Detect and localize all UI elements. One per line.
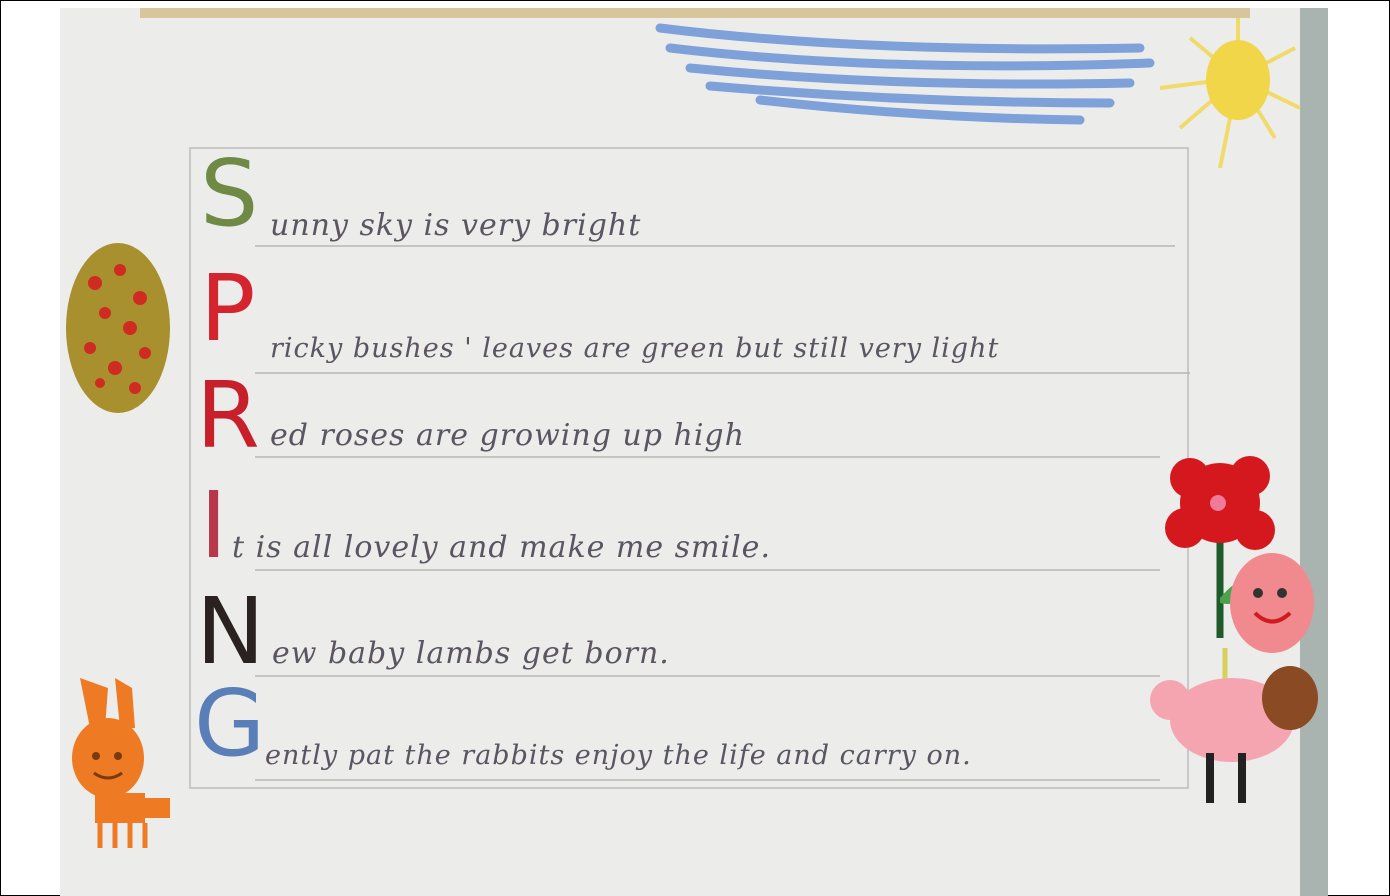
poem-line-text: ricky bushes ' leaves are green but still very light (270, 333, 1000, 364)
initial-letter-r: R (196, 362, 260, 469)
poem-line-text: ed roses are growing up high (270, 418, 745, 453)
initial-letter-i: I (200, 472, 228, 579)
poem-line-text: ew baby lambs get born. (272, 636, 670, 671)
poem-line-text: t is all lovely and make me smile. (232, 530, 771, 565)
initial-letter-n: N (196, 578, 265, 685)
initial-letter-g: G (194, 670, 266, 777)
drawing-photo (60, 8, 1328, 896)
initial-letter-p: P (200, 255, 256, 362)
initial-letter-s: S (200, 140, 259, 247)
poem-line-text: unny sky is very bright (270, 208, 642, 243)
bush-drawing (66, 243, 170, 413)
poem-line-text: ently pat the rabbits enjoy the life and carry on. (265, 740, 972, 771)
